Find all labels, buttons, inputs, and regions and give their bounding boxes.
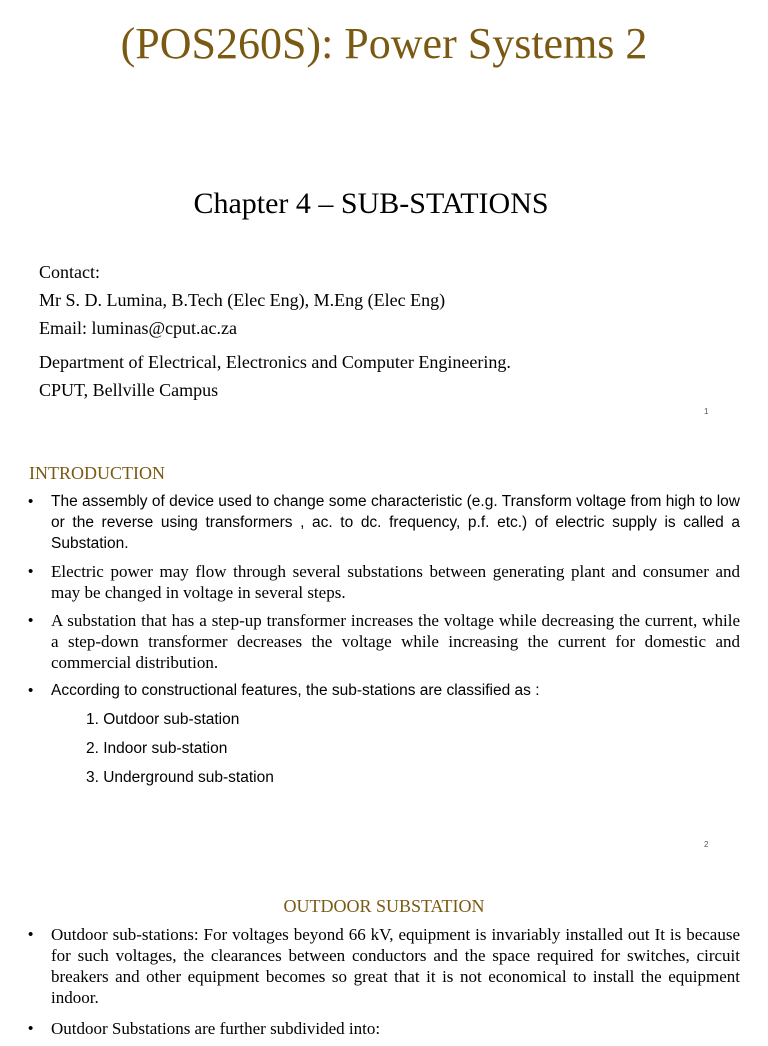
bullet-icon: • (28, 612, 34, 629)
bullet-text: Outdoor sub-stations: For voltages beyond 66 kV, equipment is invariably installed out It is because for such voltages, the clearances between conductors and the space required for switches, circuit breakers and other equipment becomes so great that it is not economical to install the equipment indoor. (51, 925, 740, 1007)
email-address: Email: luminas@cput.ac.za (39, 318, 238, 338)
list-item (28, 924, 740, 1008)
classification-item: 1. Outdoor sub-station (86, 711, 240, 728)
course-title: (POS260S): Power Systems 2 (120, 19, 648, 68)
bullet-icon: • (28, 926, 34, 943)
slide-1 (0, 0, 768, 430)
outdoor-bullet-list (28, 924, 740, 1046)
bullet-icon: • (28, 563, 34, 580)
list-item (28, 561, 740, 603)
introduction-heading: INTRODUCTION (29, 463, 165, 483)
campus-name: CPUT, Bellville Campus (39, 380, 219, 400)
chapter-title: Chapter 4 – SUB-STATIONS (193, 187, 549, 220)
contact-block (39, 258, 511, 404)
list-item (28, 491, 740, 554)
list-item (28, 610, 740, 673)
list-item (28, 680, 740, 701)
classification-item: 2. Indoor sub-station (86, 740, 228, 757)
introduction-bullet-list (28, 491, 740, 708)
list-item (28, 1018, 740, 1039)
bullet-icon: • (28, 682, 34, 699)
bullet-text: A substation that has a step-up transformer increases the voltage while decreasing the current, while a step-down transformer decreases the voltage while increasing the current for domestic and commercial distribution. (51, 611, 740, 672)
department-name: Department of Electrical, Electronics and Computer Engineering. (39, 352, 511, 372)
contact-label: Contact: (39, 262, 100, 282)
slide-number: 2 (704, 840, 709, 849)
lecturer-name: Mr S. D. Lumina, B.Tech (Elec Eng), M.Eng (Elec Eng) (39, 290, 446, 310)
classification-list (86, 705, 274, 792)
classification-item: 3. Underground sub-station (86, 769, 274, 786)
bullet-text: Outdoor Substations are further subdivided into: (51, 1019, 381, 1038)
bullet-icon: • (28, 493, 34, 510)
bullet-icon: • (28, 1020, 34, 1037)
bullet-text: According to constructional features, the sub-stations are classified as : (51, 682, 540, 699)
slide-number: 1 (704, 407, 709, 416)
bullet-text: The assembly of device used to change some characteristic (e.g. Transform voltage from high to low or the reverse using transformers , ac. to dc. frequency, p.f. etc.) of electric supply is called a Substation. (51, 493, 740, 552)
outdoor-substation-heading: OUTDOOR SUBSTATION (283, 896, 485, 916)
bullet-text: Electric power may flow through several substations between generating plant and consumer and may be changed in voltage in several steps. (51, 562, 740, 602)
